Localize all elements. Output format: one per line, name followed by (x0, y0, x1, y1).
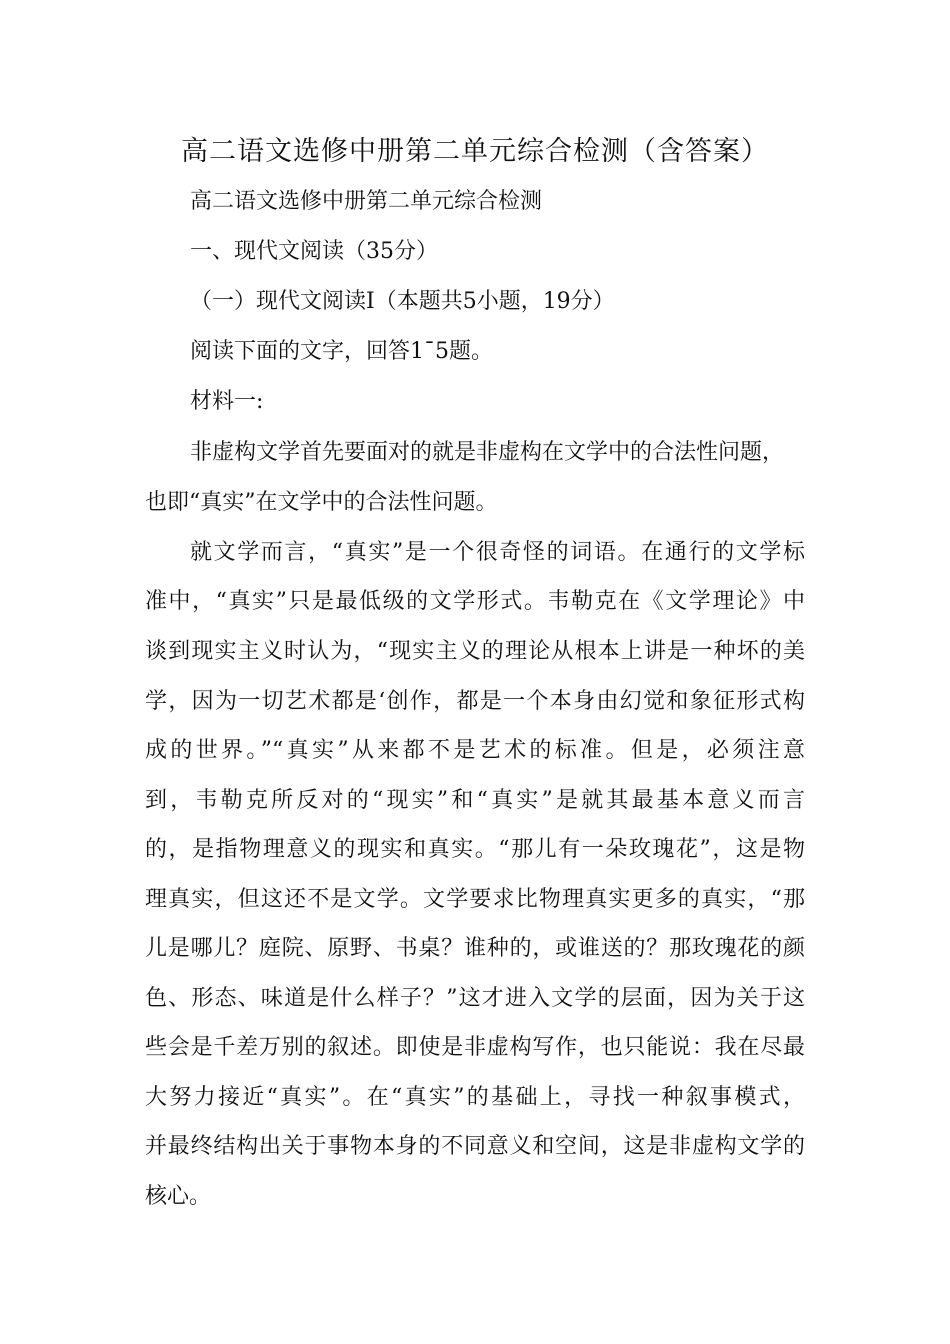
paragraph-line: 也即“真实”在文学中的合法性问题。 (145, 490, 498, 515)
document-title: 高二语文选修中册第二单元综合检测（含答案） (181, 136, 769, 167)
paragraph-line: 大努力接近“真实”。在“真实”的基础上，寻找一种叙事模式， (145, 1085, 805, 1110)
paragraph-line: 色、形态、味道是什么样子？”这才进入文学的层面，因为关于这 (145, 986, 805, 1011)
reading-instruction: 阅读下面的文字，回答1¯5题。 (190, 339, 493, 364)
paragraph-line: 的，是指物理意义的现实和真实。“那儿有一朵玫瑰花”，这是物 (145, 837, 805, 862)
material-label: 材料一: (190, 389, 264, 414)
subsection-heading: （一）现代文阅读Ⅰ（本题共5小题，19分） (190, 289, 615, 314)
paragraph-line: 成的世界。”“真实”从来都不是艺术的标准。但是，必须注意 (145, 738, 805, 763)
paragraph-line: 非虚构文学首先要面对的就是非虚构在文学中的合法性问题， (190, 440, 785, 465)
paragraph-line: 并最终结构出关于事物本身的不同意义和空间，这是非虚构文学的 (145, 1134, 805, 1159)
paragraph-line: 就文学而言，“真实”是一个很奇怪的词语。在通行的文学标 (190, 540, 805, 565)
paragraph-line: 些会是千差万别的叙述。即使是非虚构写作，也只能说：我在尽最 (145, 1035, 805, 1060)
paragraph-line: 核心。 (145, 1184, 212, 1209)
document-subtitle: 高二语文选修中册第二单元综合检测 (190, 189, 543, 214)
section-heading: 一、现代文阅读（35分） (190, 239, 438, 264)
paragraph-line: 到，韦勒克所反对的“现实”和“真实”是就其最基本意义而言 (145, 788, 805, 813)
paragraph-line: 准中，“真实”只是最低级的文学形式。韦勒克在《文学理论》中 (145, 589, 805, 614)
paragraph-line: 儿是哪儿？庭院、原野、书桌？谁种的，或谁送的？那玫瑰花的颜 (145, 936, 805, 961)
paragraph-line: 谈到现实主义时认为，“现实主义的理论从根本上讲是一种坏的美 (145, 639, 805, 664)
paragraph-line: 理真实，但这还不是文学。文学要求比物理真实更多的真实，“那 (145, 887, 805, 912)
paragraph-line: 学，因为一切艺术都是‘创作，都是一个本身由幻觉和象征形式构 (145, 689, 805, 714)
